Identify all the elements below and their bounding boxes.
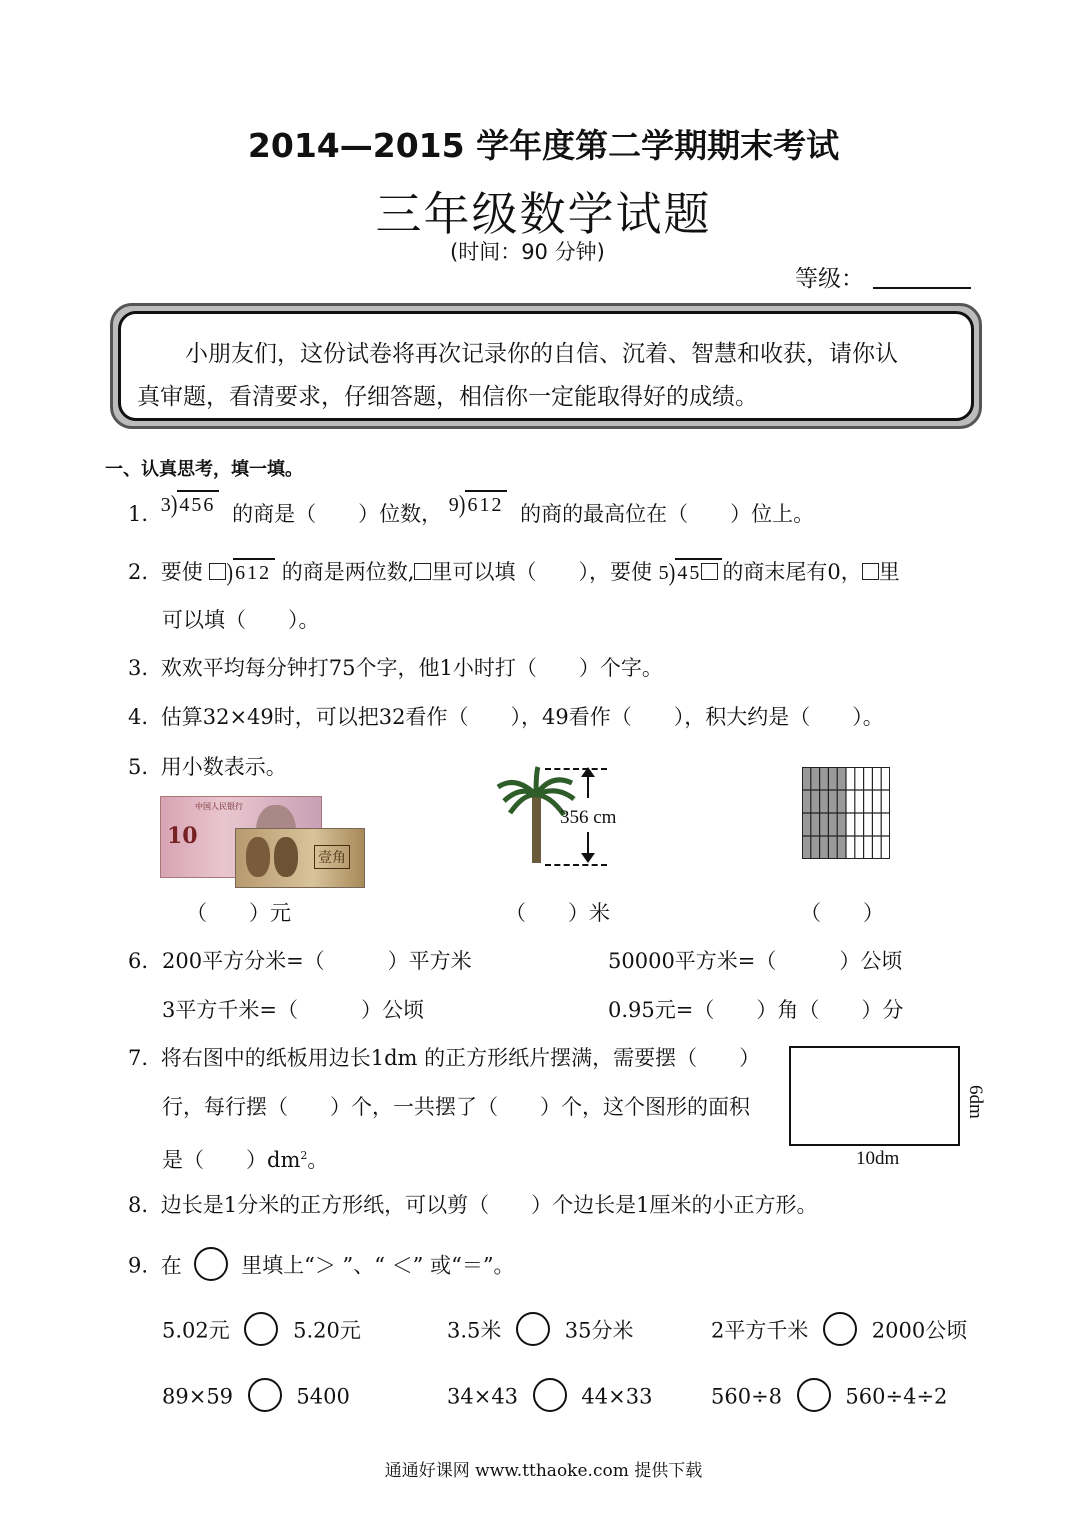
rectangle-width-label: 10dm: [856, 1148, 900, 1169]
dividend: 45: [675, 558, 722, 586]
one-jiao-note: [235, 828, 365, 888]
banknote-small-value: 壹角: [314, 845, 350, 869]
question-2-line-2: 可以填（ ）。: [162, 608, 320, 632]
long-division-3: ) 612: [209, 558, 275, 586]
question-number: 2.: [128, 560, 149, 584]
compare-circle-input[interactable]: [248, 1378, 282, 1412]
compare-circle-input[interactable]: [823, 1312, 857, 1346]
question-number: 3.: [128, 656, 149, 680]
question-text: 是（ ）dm: [162, 1148, 301, 1172]
question-text: 的商的最高位在（ ）位上。: [520, 502, 815, 526]
grid-icon: [802, 767, 890, 859]
notice-line-1: 小朋友们，这份试卷将再次记录你的自信、沉着、智慧和收获，请你认: [185, 341, 898, 367]
question-text: 欢欢平均每分钟打75个字，他1小时打（ ）个字。: [160, 656, 663, 680]
question-text: 。: [307, 1148, 329, 1172]
question-5: [128, 754, 287, 780]
compare-circle-icon: [194, 1247, 228, 1281]
divisor: 9: [448, 494, 459, 516]
blank-box: [701, 563, 718, 580]
question-6-a: 200平方分米=（ ）平方米: [162, 949, 472, 973]
question-text: 边长是1分米的正方形纸，可以剪（ ）个边长是1厘米的小正方形。: [160, 1193, 818, 1217]
dividend: 612: [465, 490, 507, 518]
portrait-icon: [246, 837, 270, 877]
compare-item-1[interactable]: [162, 1315, 361, 1349]
question-6-d: 0.95元=（ ）角（ ）分: [608, 998, 904, 1022]
compare-left: 34×43: [447, 1384, 519, 1409]
arrow-head-up-icon: [581, 767, 595, 777]
exam-title: 2014—2015 学年度第二学期期末考试: [247, 126, 840, 165]
compare-circle-input[interactable]: [516, 1312, 550, 1346]
notice-line-2: 真审题，看清要求，仔细答题，相信你一定能取得好的成绩。: [137, 384, 758, 410]
question-3: [128, 655, 663, 681]
question-7-line-2: 行，每行摆（ ）个，一共摆了（ ）个，这个图形的面积: [162, 1095, 750, 1119]
compare-circle-input[interactable]: [244, 1312, 278, 1346]
banknote-top-text: 中国人民银行: [195, 802, 243, 811]
height-line-bottom: [545, 864, 607, 866]
compare-left: 2平方千米: [711, 1318, 809, 1343]
blank-box: [862, 563, 879, 580]
compare-right: 560÷4÷2: [845, 1384, 948, 1409]
grade-blank-line: [873, 287, 971, 289]
divisor: 5: [658, 562, 669, 584]
q5-answer-3: （ ）: [800, 901, 884, 925]
compare-item-2[interactable]: [447, 1315, 634, 1349]
compare-left: 560÷8: [711, 1384, 783, 1409]
blank-box: [414, 563, 431, 580]
question-number: 7.: [128, 1046, 149, 1070]
question-7-line-3: [162, 1143, 328, 1173]
question-text: 里可以填（ ），要使: [431, 560, 652, 584]
question-text: 的商是两位数,: [281, 560, 415, 584]
compare-right: 5400: [296, 1384, 350, 1409]
question-text: 将右图中的纸板用边长1dm 的正方形纸片摆满，需要摆（ ）: [160, 1046, 761, 1070]
long-division-4: 5) 45: [659, 558, 723, 586]
footer-text: 通通好课网 www.tthaoke.com 提供下载: [384, 1461, 703, 1481]
question-number: 4.: [128, 705, 149, 729]
question-8: [128, 1192, 817, 1218]
grade-label: 等级：: [795, 266, 864, 292]
question-text: 估算32×49时，可以把32看作（ ），49看作（ ），积大约是（ ）。: [160, 705, 884, 729]
question-text: 要使: [160, 560, 203, 584]
question-number: 1.: [128, 502, 149, 526]
divisor: 3: [160, 494, 171, 516]
blank-box: [209, 563, 226, 580]
question-number: 8.: [128, 1193, 149, 1217]
question-1: [128, 491, 815, 528]
question-text: 在: [160, 1253, 182, 1278]
q5-answer-2: （ ）米: [505, 901, 610, 925]
compare-left: 5.02元: [162, 1318, 230, 1343]
question-number: 9.: [128, 1253, 149, 1278]
decimal-grid-image: [802, 767, 890, 859]
cardboard-rectangle: [789, 1046, 960, 1146]
compare-left: 3.5米: [447, 1318, 502, 1343]
q5-answer-1: （ ）元: [186, 901, 291, 925]
portrait-icon: [274, 837, 298, 877]
superscript: 2: [300, 1149, 308, 1162]
compare-left: 89×59: [162, 1384, 234, 1409]
long-division-1: 3) 456: [161, 490, 220, 518]
compare-right: 44×33: [581, 1384, 653, 1409]
compare-item-6[interactable]: [711, 1381, 947, 1415]
compare-circle-input[interactable]: [533, 1378, 567, 1412]
question-4: [128, 704, 884, 730]
dividend: 456: [177, 490, 219, 518]
compare-right: 2000公顷: [871, 1318, 968, 1343]
question-6-c: 3平方千米=（ ）公顷: [162, 998, 424, 1022]
question-7: [128, 1045, 760, 1071]
question-text: 的商是（ ）位数，: [232, 502, 443, 526]
banknotes-image: [160, 796, 365, 888]
compare-item-5[interactable]: [447, 1381, 652, 1415]
compare-item-3[interactable]: [711, 1315, 967, 1349]
question-2: [128, 558, 900, 586]
question-number: 5.: [128, 755, 149, 779]
rectangle-height-label: 6dm: [965, 1085, 986, 1119]
question-text: 用小数表示。: [160, 755, 287, 779]
compare-right: 5.20元: [293, 1318, 361, 1343]
compare-item-4[interactable]: [162, 1381, 350, 1415]
tree-height-label: 356 cm: [560, 807, 617, 828]
arrow-head-down-icon: [581, 853, 595, 863]
subject-title: 三年级数学试题: [375, 187, 712, 241]
question-text: 里填上“＞ ”、“ ＜” 或“＝”。: [241, 1253, 515, 1278]
compare-circle-input[interactable]: [797, 1378, 831, 1412]
long-division-2: 9) 612: [449, 490, 508, 518]
question-9: [128, 1250, 515, 1284]
question-6-number: 6.: [128, 949, 149, 973]
height-line-top: [545, 768, 607, 770]
time-note: (时间：90 分钟): [450, 240, 605, 264]
compare-right: 35分米: [564, 1318, 634, 1343]
banknote-value: 10: [167, 823, 198, 849]
section-1-title: 一、认真思考，填一填。: [105, 459, 303, 480]
question-text: 里: [878, 560, 900, 584]
question-text: 的商末尾有0，: [722, 560, 862, 584]
dividend: 612: [233, 558, 275, 586]
question-6-b: 50000平方米=（ ）公顷: [608, 949, 903, 973]
